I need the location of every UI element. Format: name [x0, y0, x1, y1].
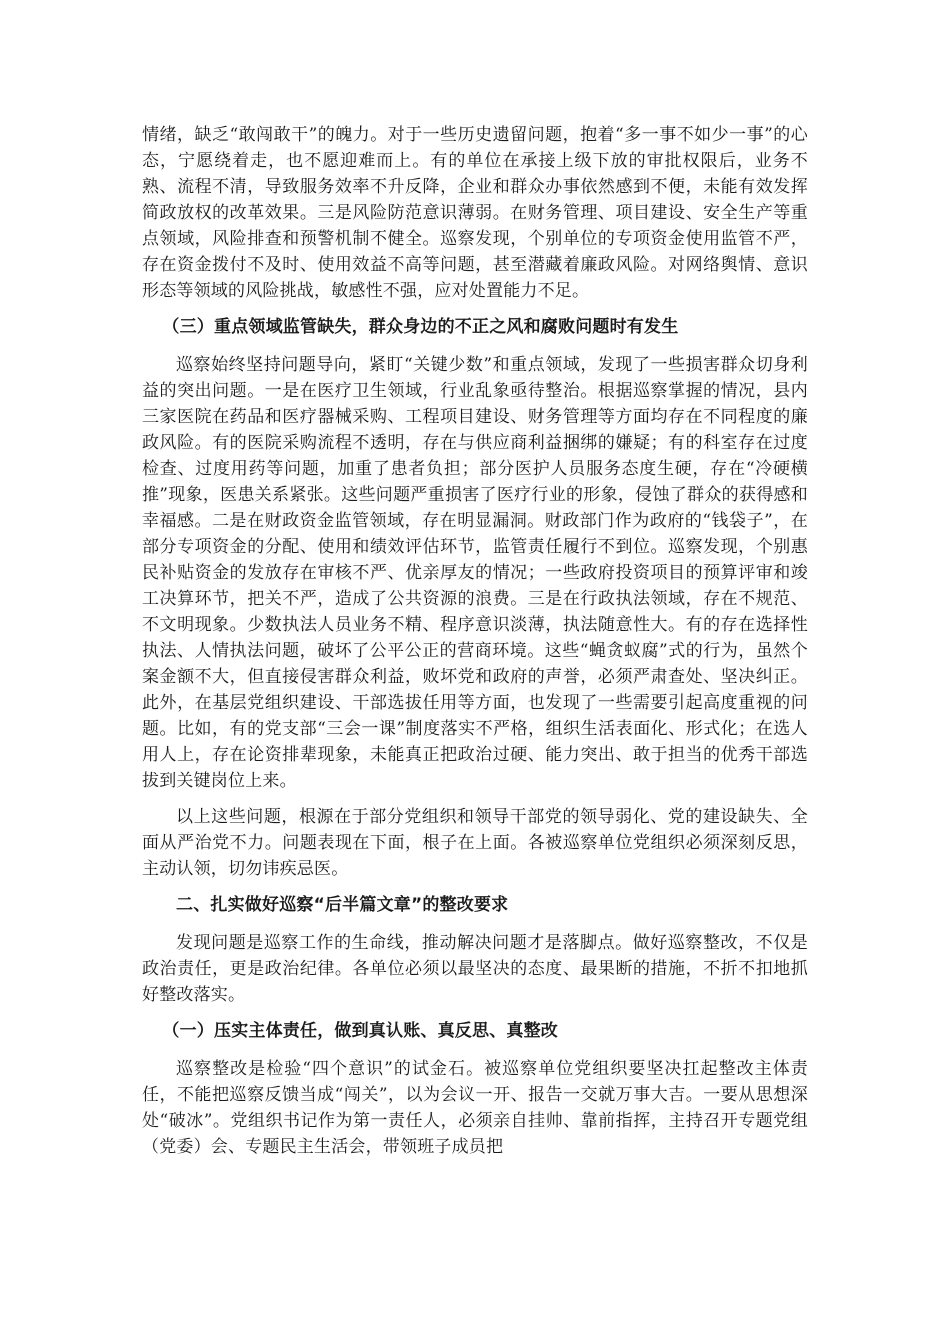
subsection-heading-1: （一）压实主体责任，做到真认账、真反思、真整改	[162, 1021, 558, 1041]
document-page	[142, 122, 808, 1170]
section-heading-3: （三）重点领域监管缺失，群众身边的不正之风和腐败问题时有发生	[162, 317, 679, 337]
paragraph-key-areas: 巡察始终坚持问题导向，紧盯“关键少数”和重点领域，发现了一些损害群众切身利益的突出问题。一是在医疗卫生领域，行业乱象亟待整治。根据巡察掌握的情况，县内三家医院在药品和医疗器械采购、工程项目建设、财务管理等方面均存在不同程度的廉政风险。有的医院采购流程不透明，存在与供应商利益捆绑的嫌疑；有的科室存在过度检查、过度用药等问题，加重了患者负担；部分医护人员服务态度生硬，存在“冷硬横推”现象，医患关系紧张。这些问题严重损害了医疗行业的形象，侵蚀了群众的获得感和幸福感。二是在财政资金监管领域，存在明显漏洞。财政部门作为政府的“钱袋子”，在部分专项资金的分配、使用和绩效评估环节，监管责任履行不到位。巡察发现，个别惠民补贴资金的发放存在审核不严、优亲厚友的情况；一些政府投资项目的预算评审和竣工决算环节，把关不严，造成了公共资源的浪费。三是在行政执法领域，存在不规范、不文明现象。少数执法人员业务不精、程序意识淡薄，执法随意性大。有的存在选择性执法、人情执法问题，破坏了公平公正的营商环境。这些“蝇贪蚁腐”式的行为，虽然个案金额不大，但直接侵害群众利益，败坏党和政府的声誉，必须严肃查处、坚决纠正。此外，在基层党组织建设、干部选拔任用等方面，也发现了一些需要引起高度重视的问题。比如，有的党支部“三会一课”制度落实不严格，组织生活表面化、形式化；在选人用人上，存在论资排辈现象，未能真正把政治过硬、能力突出、敢于担当的优秀干部选拔到关键岗位上来。	[142, 355, 808, 791]
paragraph-main-responsibility: 巡察整改是检验“四个意识”的试金石。被巡察单位党组织要坚决扛起整改主体责任，不能把巡察反馈当成“闯关”，以为会议一开、报告一交就万事大吉。一要从思想深处“破冰”。党组织书记作为第一责任人，必须亲自挂帅、靠前指挥，主持召开专题党组（党委）会、专题民主生活会，带领班子成员把	[142, 1059, 808, 1157]
paragraph-root-cause: 以上这些问题，根源在于部分党组织和领导干部党的领导弱化、党的建设缺失、全面从严治党不力。问题表现在下面，根子在上面。各被巡察单位党组织必须深刻反思，主动认领，切勿讳疾忌医。	[142, 807, 808, 879]
paragraph-continuation: 情绪，缺乏“敢闯敢干”的魄力。对于一些历史遗留问题，抱着“多一事不如少一事”的心态，宁愿绕着走，也不愿迎难而上。有的单位在承接上级下放的审批权限后，业务不熟、流程不清，导致服务效率不升反降，企业和群众办事依然感到不便，未能有效发挥简政放权的改革效果。三是风险防范意识薄弱。在财务管理、项目建设、安全生产等重点领域，风险排查和预警机制不健全。巡察发现，个别单位的专项资金使用监管不严，存在资金拨付不及时、使用效益不高等问题，甚至潜藏着廉政风险。对网络舆情、意识形态等领域的风险挑战，敏感性不强，应对处置能力不足。	[142, 125, 808, 301]
section-heading-2: 二、扎实做好巡察“后半篇文章”的整改要求	[176, 895, 509, 915]
paragraph-rectification-intro: 发现问题是巡察工作的生命线，推动解决问题才是落脚点。做好巡察整改，不仅是政治责任，更是政治纪律。各单位必须以最坚决的态度、最果断的措施，不折不扣地抓好整改落实。	[142, 933, 808, 1005]
